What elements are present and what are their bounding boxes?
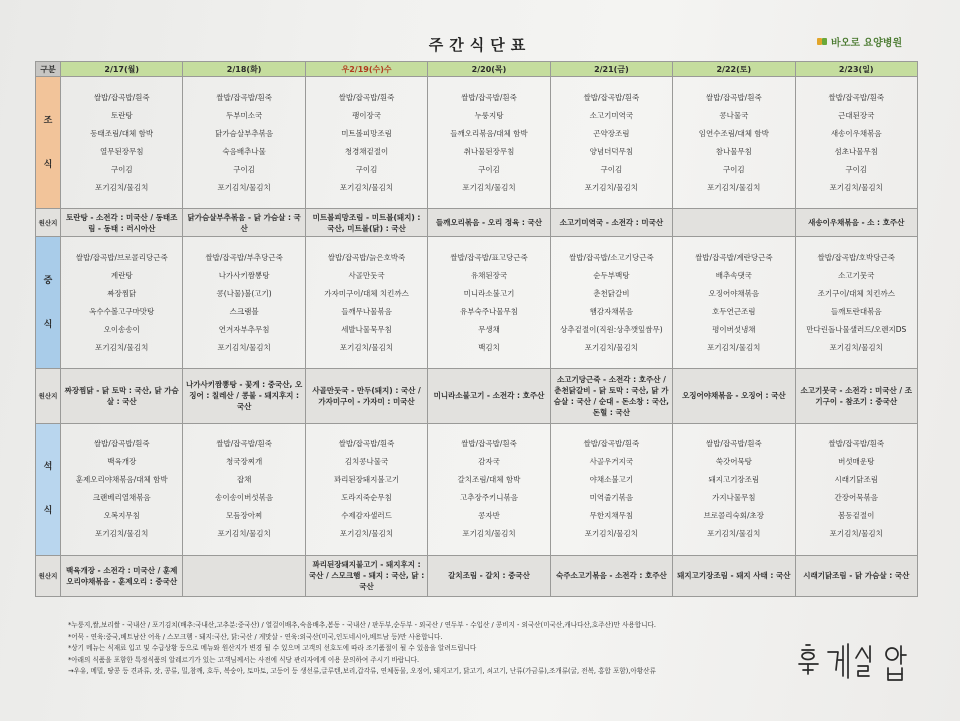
menu-item: 쌀밥/잡곡밥/흰죽	[461, 439, 517, 449]
menu-item: 춘천닭갈비	[593, 288, 630, 298]
menu-cell	[550, 423, 672, 555]
day-header: 2/23(일)	[795, 62, 917, 77]
menu-item: 포기김치/물김치	[584, 182, 639, 192]
meal-row	[36, 77, 918, 209]
menu-cell	[61, 423, 183, 555]
header-row	[36, 62, 918, 77]
day-header: 2/20(목)	[428, 62, 550, 77]
menu-item: 양념더덕무침	[589, 146, 634, 156]
menu-item: 만다린돌나물샐러드/오렌지DS	[806, 324, 907, 334]
menu-item: 짜장찜닭	[107, 288, 137, 298]
menu-cell	[550, 236, 672, 368]
menu-item: 야채소불고기	[589, 475, 634, 485]
day-header: 2/18(화)	[183, 62, 305, 77]
menu-item: 도라지죽순무침	[341, 493, 392, 503]
menu-item: 돼지고기장조림	[708, 475, 760, 485]
menu-cell	[61, 77, 183, 209]
menu-item: 유부숙주나물무침	[459, 306, 518, 316]
menu-item: 쌀밥/잡곡밥/흰죽	[216, 439, 273, 449]
menu-item: 동태조림/대체 함박	[90, 128, 154, 138]
menu-item: 포기김치/물김치	[95, 529, 149, 539]
menu-item: 콩자반	[478, 511, 500, 521]
menu-item: 포기김치/물김치	[584, 342, 639, 352]
menu-item: 가자미구이/대체 치킨까스	[324, 288, 409, 298]
menu-item: 포기김치/물김치	[217, 182, 271, 192]
menu-item: 평이버섯냉채	[712, 324, 756, 334]
menu-item: 백육개장	[107, 457, 137, 467]
menu-item: 쌀밥/잡곡밥/흰죽	[828, 92, 885, 102]
menu-item: 갈치조림/대체 함박	[457, 475, 521, 485]
menu-item: 옥수수볼고구마맛탕	[89, 306, 155, 316]
menu-item: 조기구이/대체 치킨까스	[817, 288, 895, 298]
menu-item: 쌀밥/잡곡밥/흰죽	[338, 439, 395, 449]
meal-row	[36, 236, 918, 368]
menu-item: 쌀밥/잡곡밥/표고당근죽	[450, 252, 528, 262]
menu-item: 포기김치/물김치	[707, 342, 761, 352]
menu-item: 가지나물무침	[712, 493, 756, 503]
menu-cell	[795, 77, 917, 209]
menu-item: 쑥갓어묵탕	[715, 457, 752, 467]
origin-cell: 토란탕 - 소전각 : 미국산 / 동태조림 - 동태 : 러시아산	[61, 209, 183, 237]
logo-text: 바오로 요양병원	[831, 38, 903, 49]
menu-item: 쌀밥/잡곡밥/부추당근죽	[205, 252, 283, 262]
meal-label: 조 식	[36, 77, 61, 209]
menu-item: 포기김치/물김치	[462, 529, 516, 539]
origin-cell: 짜장찜닭 - 닭 토막 : 국산, 닭 가슴살 : 국산	[61, 369, 183, 424]
menu-item: 꽈리된장돼지불고기	[333, 475, 400, 485]
hospital-logo	[817, 34, 902, 49]
menu-item: 오복지무침	[103, 511, 140, 521]
page-title: 주간식단표	[428, 36, 532, 54]
origin-label: 원산지	[36, 209, 61, 237]
menu-item: 호두연근조림	[712, 306, 756, 316]
origin-cell: 사골만둣국 - 만두(돼지) : 국산 / 가자미구이 - 가자미 : 미국산	[305, 369, 427, 424]
menu-item: 콩나물국	[719, 110, 749, 120]
menu-item: 소고기뭇국	[838, 270, 875, 280]
menu-cell	[673, 77, 795, 209]
menu-cell	[795, 423, 917, 555]
origin-cell: 소고기당근죽 - 소전각 : 호주산 / 춘천닭갈비 - 닭 토막 : 국산, 닭 가슴살 : 국산 / 순대 - 돈소창 : 국산, 돈혈 : 국산	[550, 369, 672, 424]
footnote-line: *아래의 식품을 포함한 특정식품의 알레르기가 있는 고객님께서는 사전에 식당 관리자에게 이용 문의하여 주시기 바랍니다.	[68, 655, 420, 664]
day-header: 2/21(금)	[550, 62, 672, 77]
menu-item: 쌀밥/잡곡밥/호박당근죽	[817, 252, 896, 262]
footnotes	[68, 620, 656, 678]
menu-item: 쌀밥/잡곡밥/계란당근죽	[695, 252, 773, 262]
menu-item: 훈제오리야채볶음/대체 함박	[75, 475, 168, 485]
origin-cell: 새송이우채볶음 - 소 : 호주산	[795, 209, 917, 237]
menu-item: 쌀밥/잡곡밥/흰죽	[93, 439, 150, 449]
menu-item: 곤약장조림	[593, 128, 630, 138]
menu-item: 구이김	[355, 164, 378, 174]
footnote-line: *상기 메뉴는 식재료 입고 및 수급상황 등으로 메뉴와 원산지가 변경 될 수 있으며 고객의 선호도에 따라 조기품절이 될 수 있음을 알려드립니다	[68, 644, 477, 652]
menu-cell	[305, 236, 427, 368]
handwritten-note	[796, 640, 926, 688]
origin-cell: 들깨오리볶음 - 오리 정육 : 국산	[428, 209, 550, 237]
footnote-line: *어묵 - 연육:중국,베트남산 어육 / 스모크햄 - 돼지:국산, 닭:국산 / 게맛살 - 연육:외국산(미국,인도네시아,베트남 등)만 사용합니다.	[68, 632, 443, 641]
menu-item: 포기김치/물김치	[829, 182, 883, 192]
menu-item: 세발나물묵무침	[341, 324, 392, 334]
footnote-line: *누룽지,쌀,보리쌀 - 국내산 / 포기김치(배추:국내산,고추분:중국산) / 열걸이배추,숙음배추,봄동 - 국내산 / 판두부,순두부 - 외국산 / 연두부 - 수입산 / 콩비지 - 외국산(미국산,캐나다산,호주산)만 사용합니다.	[68, 621, 656, 629]
menu-item: 쌀밥/잡곡밥/흰죽	[705, 439, 762, 449]
menu-cell	[428, 423, 550, 555]
menu-item: 구이김	[845, 164, 868, 174]
menu-cell	[428, 77, 550, 209]
origin-cell: 갈치조림 - 갈치 : 중국산	[428, 555, 550, 596]
menu-item: 상추겉절이(직원:상추깻잎쌈무)	[560, 324, 663, 334]
menu-item: 쌀밥/잡곡밥/늙은호박죽	[327, 252, 406, 262]
menu-item: 토란탕	[110, 110, 133, 120]
menu-item: 포기김치/물김치	[707, 529, 761, 539]
origin-cell: 닭가슴살부추볶음 - 닭 가슴살 : 국산	[183, 209, 305, 237]
menu-item: 쌀밥/잡곡밥/흰죽	[705, 92, 762, 102]
menu-item: 브로콜리숙회/초장	[703, 511, 765, 521]
menu-item: 소고기미역국	[589, 110, 634, 120]
day-header: 2/22(토)	[673, 62, 795, 77]
menu-item: 포기김치/물김치	[95, 182, 149, 192]
menu-item: 순두부백탕	[593, 270, 630, 280]
menu-item: 열무된장무침	[99, 146, 144, 156]
menu-cell	[183, 77, 305, 209]
menu-item: 쌀밥/잡곡밥/브로콜리당근죽	[75, 252, 168, 262]
menu-item: 닭가슴살부추볶음	[215, 128, 274, 138]
meal-row	[36, 423, 918, 555]
menu-item: 사골만둣국	[348, 270, 385, 280]
menu-item: 쌀밥/잡곡밥/흰죽	[93, 92, 150, 102]
menu-item: 포기김치/물김치	[339, 342, 394, 352]
menu-cell	[305, 77, 427, 209]
menu-item: 크랜베리열채볶음	[92, 493, 151, 503]
menu-item: 유채된장국	[470, 270, 508, 280]
menu-item: 쌀밥/잡곡밥/흰죽	[828, 439, 885, 449]
menu-item: 미역줄기볶음	[589, 493, 634, 503]
origin-label: 원산지	[36, 555, 61, 596]
menu-item: 청국장찌개	[226, 457, 263, 467]
menu-item: 배추속댓국	[715, 270, 752, 280]
menu-item: 들깨무나물볶음	[341, 306, 392, 316]
menu-cell	[183, 423, 305, 555]
menu-item: 숙음배추나물	[222, 146, 266, 156]
menu-item: 김치콩나물국	[344, 457, 389, 467]
origin-label: 원산지	[36, 369, 61, 424]
menu-item: 나가사키짬뽕탕	[218, 270, 270, 280]
day-header-today: 우2/19(수)수	[305, 62, 427, 77]
menu-item: 포기김치/물김치	[217, 342, 271, 352]
origin-cell: 나가사키짬뽕탕 - 꽃게 : 중국산, 오징어 : 칠레산 / 콩불 - 돼지후지 : 국산	[183, 369, 305, 424]
meal-label: 중 식	[36, 236, 61, 368]
menu-item: 포기김치/물김치	[339, 182, 394, 192]
menu-item: 무한지채무침	[589, 511, 634, 521]
menu-item: 근대된장국	[838, 110, 875, 120]
origin-cell: 숙주소고기볶음 - 소전각 : 호주산	[550, 555, 672, 596]
menu-item: 참나물무침	[715, 146, 752, 156]
menu-item: 쌀밥/잡곡밥/흰죽	[216, 92, 273, 102]
origin-cell: 미니라소불고기 - 소전각 : 호주산	[428, 369, 550, 424]
menu-item: 구이김	[722, 164, 745, 174]
menu-item: 포기김치/물김치	[829, 342, 883, 352]
menu-item: 임연수조림/대체 함박	[698, 128, 769, 138]
menu-item: 포기김치/물김치	[829, 529, 883, 539]
menu-cell	[673, 236, 795, 368]
menu-item: 햄감자채볶음	[589, 306, 634, 316]
menu-item: 쌀밥/잡곡밥/흰죽	[461, 92, 517, 102]
menu-item: 구이김	[600, 164, 623, 174]
menu-item: 봄동겉절이	[838, 511, 875, 521]
menu-item: 포기김치/물김치	[584, 529, 639, 539]
origin-row	[36, 555, 918, 596]
origin-cell	[673, 209, 795, 237]
menu-item: 구이김	[110, 164, 133, 174]
menu-item: 포기김치/물김치	[217, 529, 271, 539]
menu-item: 잡채	[236, 475, 252, 485]
origin-row	[36, 209, 918, 237]
menu-item: 미트볼피망조림	[341, 128, 392, 138]
menu-item: 감자국	[478, 457, 500, 467]
menu-item: 쌀밥/잡곡밥/흰죽	[583, 439, 640, 449]
menu-item: 포기김치/물김치	[462, 182, 516, 192]
menu-item: 스크램블	[229, 306, 259, 316]
menu-item: 연겨자부추무침	[218, 324, 270, 334]
menu-item: 쌀밥/잡곡밥/소고기당근죽	[569, 252, 654, 262]
menu-item: 사골우거지국	[589, 457, 634, 467]
menu-item: 두부미소국	[226, 110, 263, 120]
menu-item: 계란탕	[110, 270, 133, 280]
menu-item: 취나물된장무침	[463, 146, 515, 156]
menu-item: 들깨오리볶음/대체 함박	[450, 128, 528, 138]
day-header: 2/17(월)	[61, 62, 183, 77]
menu-item: 백김치	[478, 342, 500, 352]
origin-cell: 소고기미역국 - 소전각 : 미국산	[550, 209, 672, 237]
origin-cell: 미트볼피망조림 - 미트볼(돼지) : 국산, 미트볼(닭) : 국산	[305, 209, 427, 237]
origin-cell: 꽈리된장돼지불고기 - 돼지후지 : 국산 / 스모크햄 - 돼지 : 국산, 닭 : 국산	[305, 555, 427, 596]
menu-cell	[61, 236, 183, 368]
origin-row	[36, 369, 918, 424]
origin-cell: 돼지고기장조림 - 돼지 사태 : 국산	[673, 555, 795, 596]
origin-cell: 시래기닭조림 - 닭 가슴살 : 국산	[795, 555, 917, 596]
menu-item: 시래기닭조림	[834, 475, 878, 485]
weekly-menu-table	[35, 61, 918, 597]
footnote-line: →우유, 메밀, 땅콩 등 견과류, 잣, 콩류, 밀,참깨, 호두, 복숭아, 토마토, 고등어 등 생선류,글루텐,보리,갑각류, 연체동물, 오징어, 돼지고기, 닭고기, 쇠고기, 난류(가금류),조개류(굴, 전복, 홍합 포함),아황산류	[68, 667, 656, 675]
origin-cell: 오징어야채볶음 - 오징어 : 국산	[673, 369, 795, 424]
menu-item: 콩(나물)불(고기)	[216, 288, 272, 298]
meal-label: 석 식	[36, 423, 61, 555]
menu-cell	[550, 77, 672, 209]
menu-item: 섬초나물무침	[834, 146, 878, 156]
origin-cell: 소고기뭇국 - 소전각 : 미국산 / 조기구이 - 참조기 : 중국산	[795, 369, 917, 424]
menu-item: 포기김치/물김치	[95, 342, 149, 352]
origin-cell: 백육개장 - 소전각 : 미국산 / 훈제오리야채볶음 - 훈제오리 : 중국산	[61, 555, 183, 596]
menu-item: 미니라소불고기	[463, 288, 515, 298]
menu-item: 포기김치/물김치	[707, 182, 761, 192]
menu-item: 쌀밥/잡곡밥/흰죽	[583, 92, 640, 102]
menu-item: 버섯매운탕	[838, 457, 875, 467]
menu-item: 쌀밥/잡곡밥/흰죽	[338, 92, 395, 102]
menu-item: 간장어묵볶음	[834, 493, 878, 503]
menu-item: 수제감자샐러드	[341, 511, 392, 521]
menu-cell	[305, 423, 427, 555]
menu-item: 청경채겉절이	[344, 146, 389, 156]
origin-cell	[183, 555, 305, 596]
menu-item: 고추장주키니볶음	[459, 493, 518, 503]
menu-item: 들깨토란대볶음	[830, 306, 882, 316]
menu-item: 구이김	[478, 164, 500, 174]
menu-item: 구이김	[233, 164, 255, 174]
menu-item: 오이송송이	[103, 324, 140, 334]
menu-item: 새송이우채볶음	[830, 128, 882, 138]
menu-item: 포기김치/물김치	[339, 529, 394, 539]
menu-item: 무생채	[478, 324, 500, 334]
menu-cell	[673, 423, 795, 555]
menu-cell	[795, 236, 917, 368]
menu-item: 송이송이버섯볶음	[215, 493, 274, 503]
category-header: 구분	[36, 62, 61, 77]
menu-item: 오징어야채볶음	[708, 288, 760, 298]
menu-item: 팽이장국	[352, 110, 382, 120]
menu-cell	[183, 236, 305, 368]
menu-item: 모듬장아찌	[226, 511, 263, 521]
menu-item: 누룽지탕	[474, 110, 504, 120]
logo-icon	[817, 37, 828, 46]
menu-cell	[428, 236, 550, 368]
